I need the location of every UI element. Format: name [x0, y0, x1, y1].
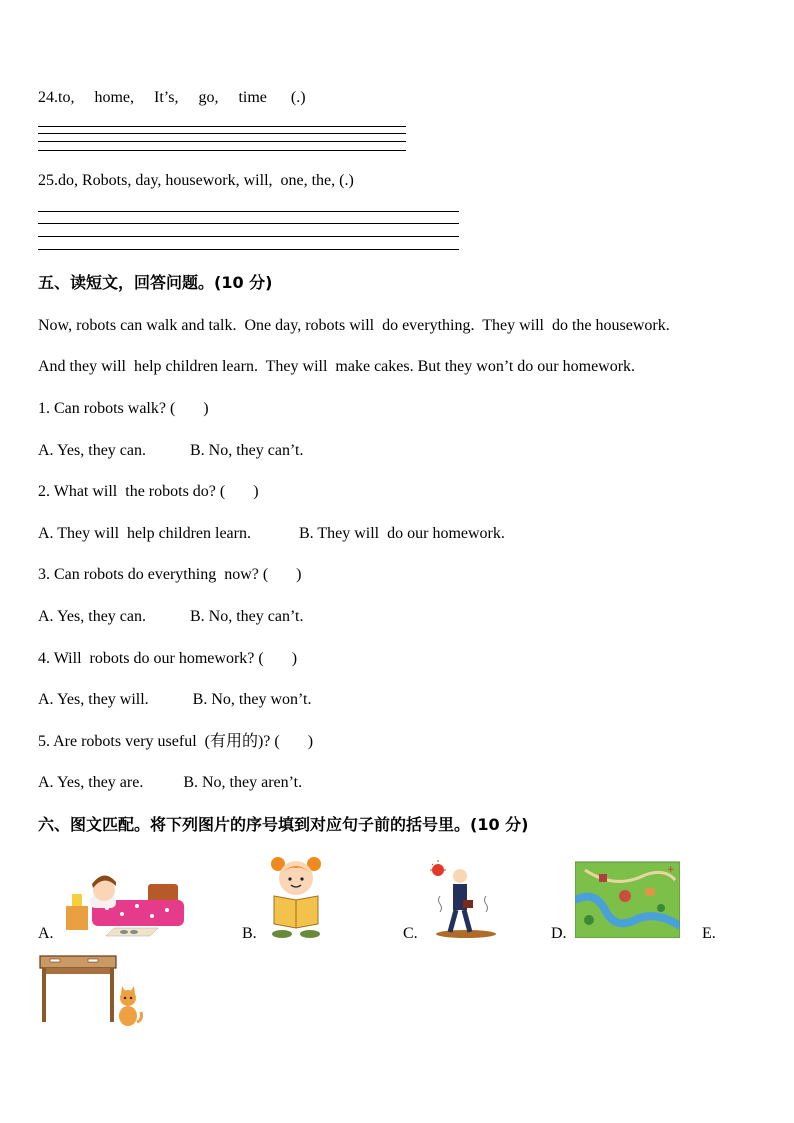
passage-line: Now, robots can walk and talk. One day, robots will do everything. They will do the housework.: [38, 317, 670, 334]
answer-line[interactable]: [38, 223, 459, 224]
question-2: 2. What will the robots do? ( ): [38, 483, 259, 500]
passage-line: And they will help children learn. They will make cakes. But they won’t do our homework.: [38, 358, 636, 375]
man-in-heat-picture: [430, 860, 500, 938]
answer-line[interactable]: [38, 249, 459, 250]
question-25-prompt: 25.do, Robots, day, housework, will, one, the, (.): [38, 172, 354, 189]
section-5-heading: 五、读短文，回答问题。(10 分): [38, 273, 273, 292]
question-5: 5. Are robots very useful (有用的)? ( ): [38, 733, 314, 750]
girl-sleeping-picture: [62, 866, 186, 938]
answer-line[interactable]: [38, 150, 406, 151]
answer-line[interactable]: [38, 236, 459, 237]
question-24-prompt: 24.to, home, It’s, go, time (.): [38, 89, 306, 106]
desk-with-cat-picture: [38, 952, 144, 1030]
picture-label-c: C.: [403, 925, 418, 942]
picture-label-b: B.: [242, 925, 257, 942]
park-map-picture: [575, 860, 680, 938]
section-6-heading: 六、图文匹配。将下列图片的序号填到对应句子前的括号里。(10 分): [38, 815, 529, 834]
question-1: 1. Can robots walk? ( ): [38, 400, 209, 417]
picture-label-d: D.: [551, 925, 567, 942]
girl-reading-picture: [264, 854, 328, 940]
answer-line[interactable]: [38, 133, 406, 134]
question-4: 4. Will robots do our homework? ( ): [38, 650, 298, 667]
picture-label-e: E.: [702, 925, 716, 942]
question-3-options: A. Yes, they can. B. No, they can’t.: [38, 608, 304, 625]
question-1-options: A. Yes, they can. B. No, they can’t.: [38, 442, 304, 459]
question-5-options: A. Yes, they are. B. No, they aren’t.: [38, 774, 303, 791]
answer-line[interactable]: [38, 126, 406, 127]
question-3: 3. Can robots do everything now? ( ): [38, 566, 302, 583]
question-2-options: A. They will help children learn. B. They will do our homework.: [38, 525, 505, 542]
svg-text:+: +: [667, 865, 675, 875]
answer-line[interactable]: [38, 141, 406, 142]
picture-label-a: A.: [38, 925, 54, 942]
answer-line[interactable]: [38, 211, 459, 212]
question-4-options: A. Yes, they will. B. No, they won’t.: [38, 691, 312, 708]
